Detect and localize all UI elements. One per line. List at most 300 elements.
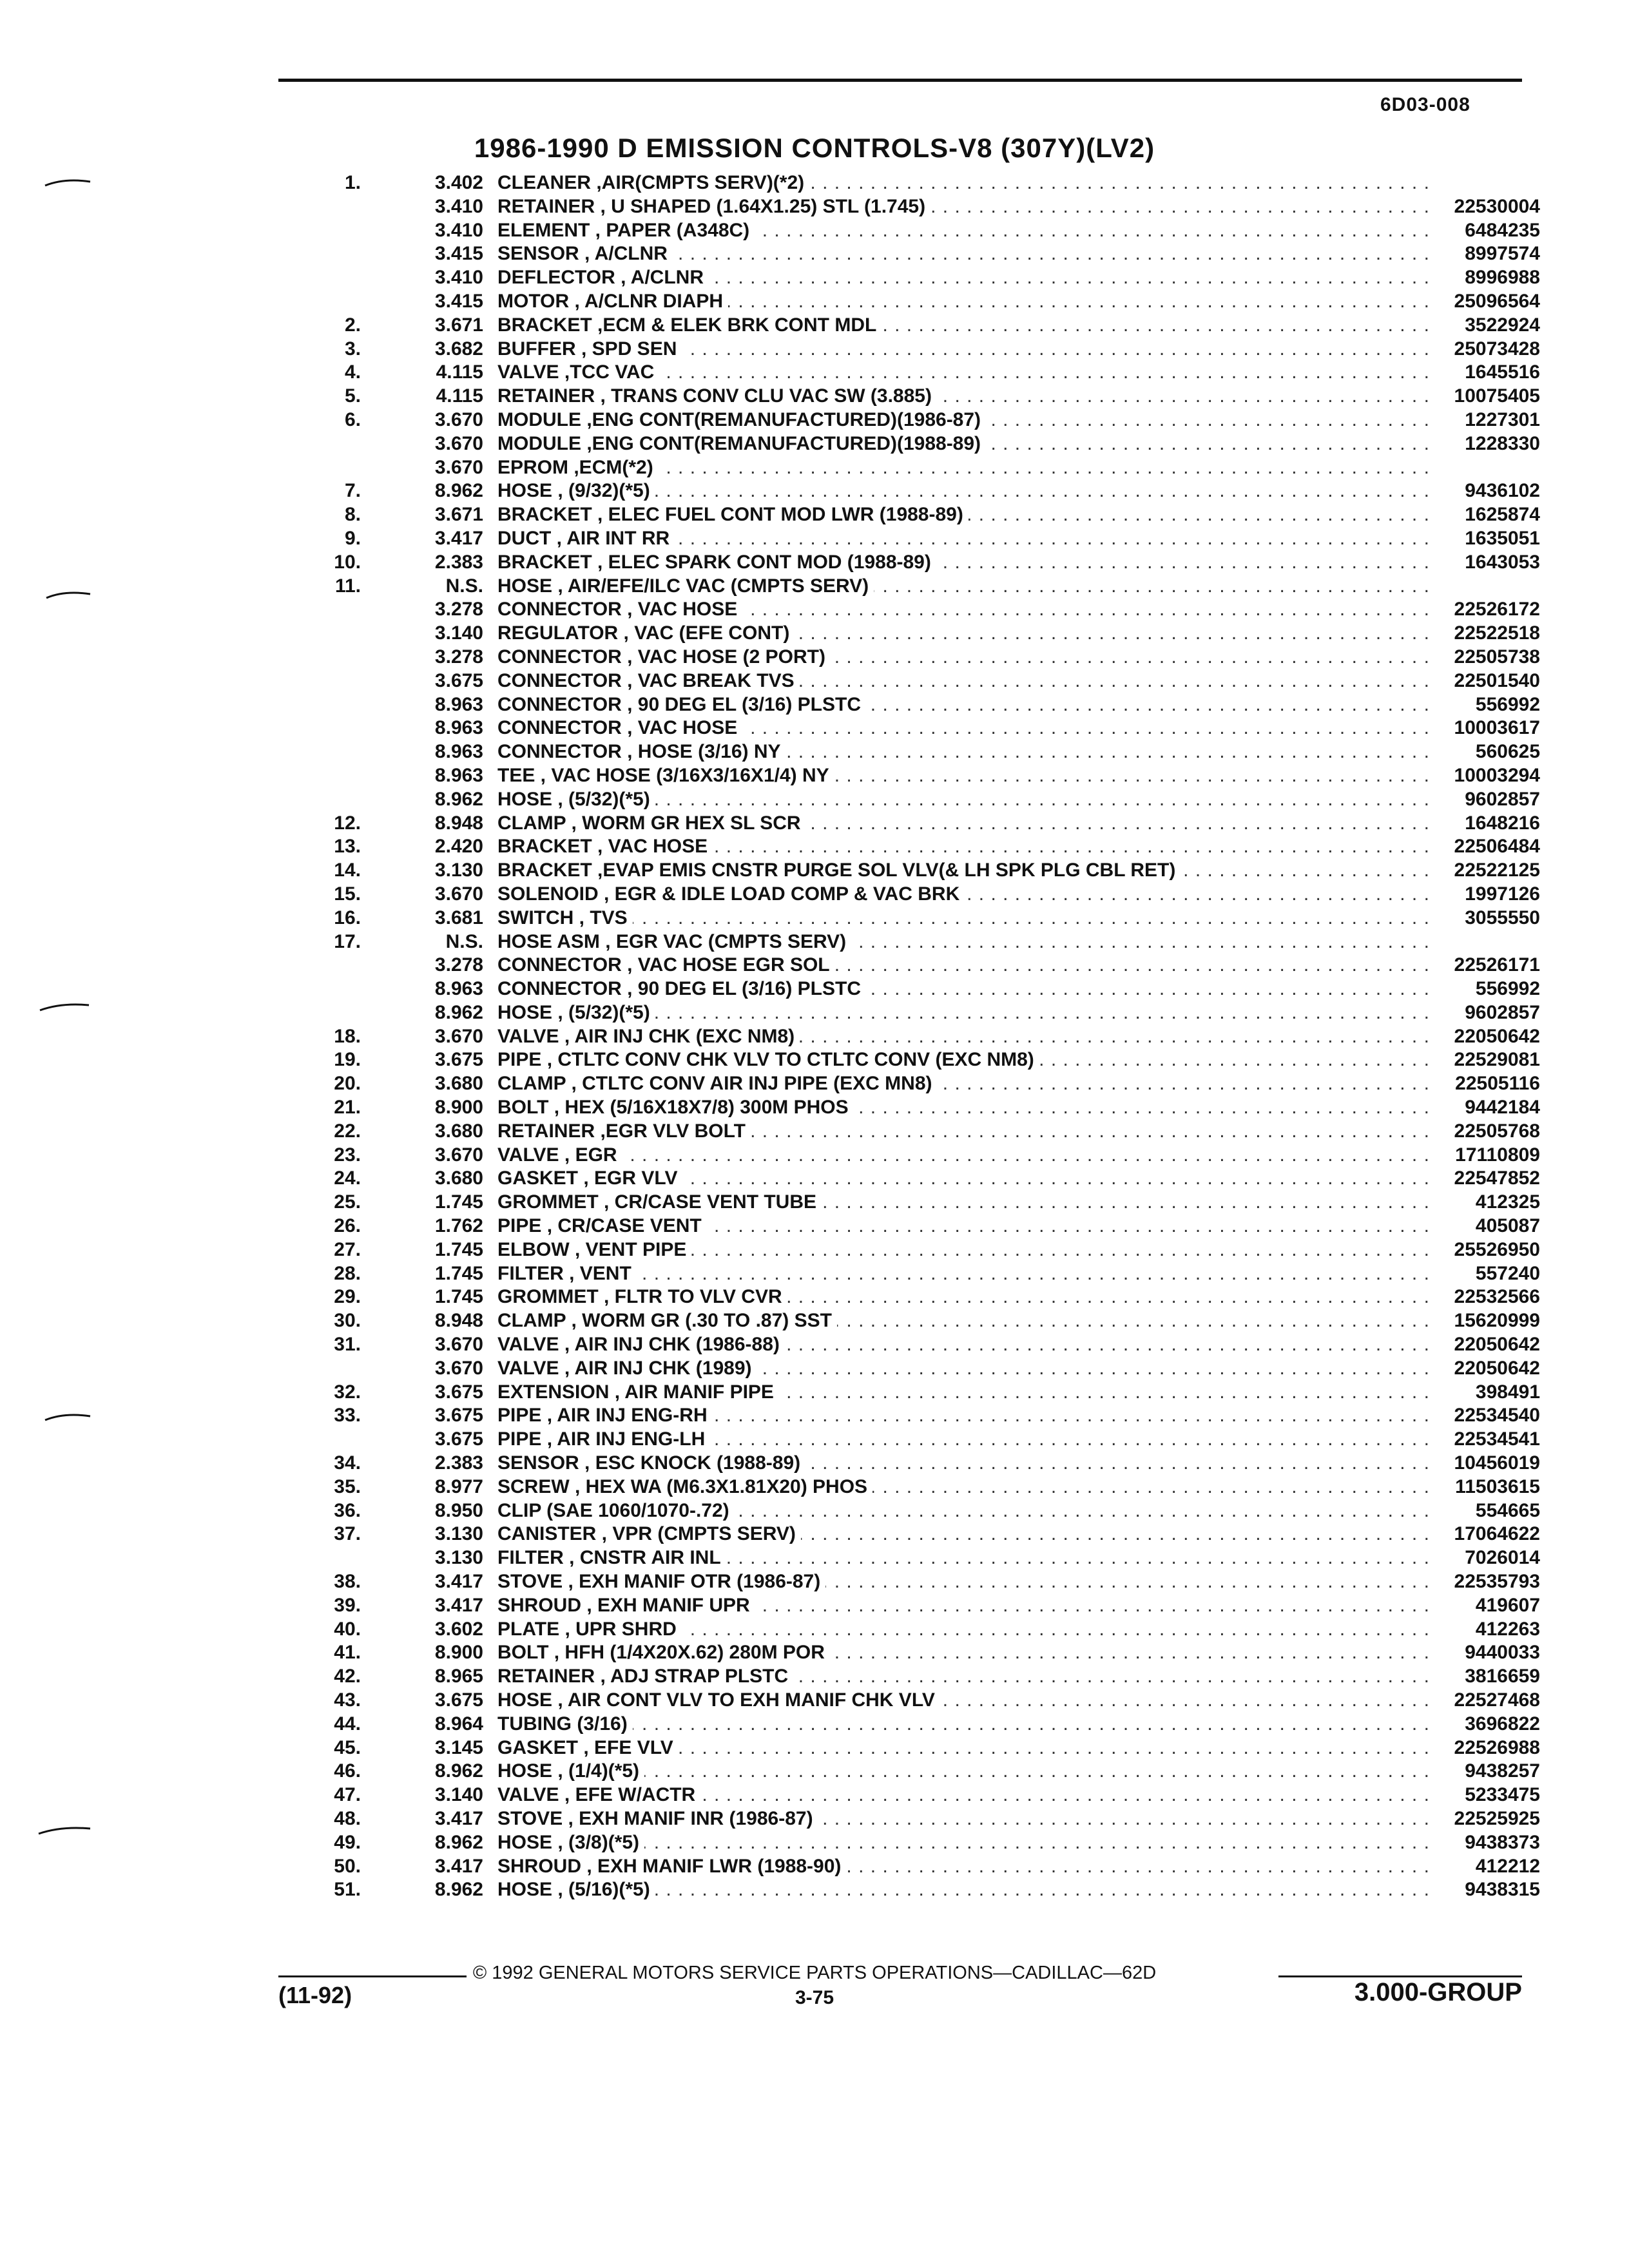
part-number: 9438315 [1465,1879,1540,1901]
group-number: 3.675 [434,1405,483,1427]
table-row [258,1546,1540,1570]
group-number: 3.278 [434,954,483,976]
part-description-text: CONNECTOR , 90 DEG EL (3/16) PLSTC [497,694,866,715]
part-description-text: BOLT , HEX (5/16X18X7/8) 300M PHOS [497,1097,854,1118]
group-number: 3.402 [434,172,483,193]
table-row [258,1048,1540,1072]
group-number: 3.410 [434,195,483,217]
part-description [497,1428,1432,1452]
part-number: 7026014 [1465,1547,1540,1569]
table-row [258,1689,1540,1713]
table-row [258,195,1540,219]
part-description-text: CONNECTOR , VAC HOSE [497,599,742,620]
group-number: 8.962 [434,788,483,810]
group-number: 3.417 [434,1807,483,1829]
part-number: 22050642 [1454,1334,1540,1356]
part-description [497,835,1432,859]
group-number: 4.115 [436,385,483,407]
part-description-text: MODULE ,ENG CONT(REMANUFACTURED)(1988-89) [497,433,986,454]
part-description [497,1333,1432,1357]
part-description [497,266,1432,290]
part-description [497,1831,1432,1855]
part-description [497,1713,1432,1736]
group-number: 1.745 [434,1238,483,1260]
item-number: 4. [344,361,361,383]
part-description-text: VALVE ,TCC VAC [497,361,659,383]
group-number: 3.670 [434,1025,483,1047]
group-number: 8.963 [434,717,483,739]
part-description-text: CONNECTOR , VAC HOSE [497,717,742,738]
footer-page-number: 3-75 [795,1987,834,2008]
table-row [258,1215,1540,1238]
part-description-text: PIPE , AIR INJ ENG-RH [497,1405,713,1426]
group-number: 3.670 [434,1357,483,1379]
part-number: 3055550 [1465,907,1540,928]
group-number: 3.417 [434,1571,483,1593]
part-description-text: CLAMP , WORM GR (.30 TO .87) SST [497,1310,837,1331]
part-description [497,693,1432,717]
part-description [497,1689,1432,1713]
part-description-text: CLAMP , CTLTC CONV AIR INJ PIPE (EXC MN8) [497,1073,938,1094]
page-title: 1986-1990 D EMISSION CONTROLS-V8 (307Y)(LV2) [474,133,1155,163]
table-row [258,835,1540,859]
item-number: 21. [334,1097,361,1119]
part-description [497,1381,1432,1405]
part-number: 3522924 [1465,314,1540,336]
table-row [258,1713,1540,1736]
part-description [497,242,1432,266]
part-description [497,1262,1432,1286]
table-row [258,1475,1540,1499]
table-row [258,812,1540,836]
table-row [258,575,1540,599]
table-row [258,1523,1540,1546]
group-number: 8.900 [434,1097,483,1119]
part-description [497,1641,1432,1665]
part-number: 1648216 [1465,812,1540,834]
part-description-text: GROMMET , FLTR TO VLV CVR [497,1286,787,1307]
part-description [497,1546,1432,1570]
group-number: 3.417 [434,527,483,549]
part-description [497,716,1432,740]
table-row [258,219,1540,243]
part-number: 556992 [1475,978,1540,1000]
part-description [497,1025,1432,1049]
part-number: 9438373 [1465,1831,1540,1853]
table-row [258,788,1540,812]
part-description-text: BRACKET , VAC HOSE [497,836,713,857]
table-row [258,740,1540,764]
item-number: 50. [334,1855,361,1877]
group-number: N.S. [445,930,483,952]
part-description-text: STOVE , EXH MANIF INR (1986-87) [497,1808,818,1829]
part-number: 557240 [1475,1262,1540,1284]
item-number: 12. [334,812,361,834]
item-number: 23. [334,1144,361,1166]
part-number: 15620999 [1454,1310,1540,1332]
part-description [497,1807,1432,1831]
table-row [258,1807,1540,1831]
table-row [258,242,1540,266]
part-description-text: CONNECTOR , VAC HOSE EGR SOL [497,954,835,975]
top-rule [278,79,1522,82]
part-number: 5233475 [1465,1784,1540,1806]
table-row [258,385,1540,408]
part-number: 25096564 [1454,290,1540,312]
item-number: 24. [334,1168,361,1189]
part-description [497,456,1432,480]
part-description-text: CANISTER , VPR (CMPTS SERV) [497,1523,801,1544]
part-description [497,859,1432,883]
part-number: 1635051 [1465,527,1540,549]
part-description [497,646,1432,669]
table-row [258,646,1540,669]
part-description [497,788,1432,812]
part-description [497,1618,1432,1642]
item-number: 29. [334,1286,361,1308]
table-row [258,1428,1540,1452]
table-row [258,1499,1540,1523]
item-number: 39. [334,1594,361,1616]
part-number: 22505738 [1454,646,1540,668]
item-number: 33. [334,1405,361,1427]
part-description-text: RETAINER , U SHAPED (1.64X1.25) STL (1.745) [497,196,930,217]
group-number: 3.130 [434,1547,483,1569]
part-number: 1228330 [1465,432,1540,454]
part-description-text: DUCT , AIR INT RR [497,528,675,549]
group-number: 8.963 [434,978,483,1000]
part-number: 405087 [1475,1215,1540,1237]
part-description-text: HOSE , (3/8)(*5) [497,1832,644,1853]
part-number: 10075405 [1454,385,1540,407]
part-number: 1645516 [1465,361,1540,383]
group-number: 8.963 [434,693,483,715]
group-number: 3.670 [434,456,483,478]
item-number: 43. [334,1689,361,1711]
item-number: 7. [344,480,361,502]
item-number: 36. [334,1499,361,1521]
part-number: 556992 [1475,693,1540,715]
group-number: 3.675 [434,1381,483,1403]
part-description-text: GROMMET , CR/CASE VENT TUBE [497,1191,822,1213]
item-number: 25. [334,1191,361,1213]
part-number: 3696822 [1465,1713,1540,1735]
part-description-text: HOSE , (5/32)(*5) [497,789,655,810]
part-number: 9602857 [1465,788,1540,810]
part-description [497,1760,1432,1783]
part-number: 22505116 [1455,1073,1540,1095]
table-row [258,1618,1540,1642]
part-description [497,1001,1432,1025]
table-row [258,764,1540,788]
part-description-text: BRACKET ,EVAP EMIS CNSTR PURGE SOL VLV(& LH SPK PLG CBL RET) [497,860,1181,881]
part-description [497,1855,1432,1879]
table-row [258,1120,1540,1144]
part-description [497,1309,1432,1333]
table-row [258,1357,1540,1381]
table-row [258,1072,1540,1096]
table-row [258,669,1540,693]
part-number: 22532566 [1454,1286,1540,1308]
table-row [258,503,1540,527]
part-number: 22050642 [1454,1025,1540,1047]
part-description [497,1594,1432,1618]
part-number: 22526988 [1454,1736,1540,1758]
part-number: 22522518 [1454,622,1540,644]
group-number: 3.681 [434,907,483,928]
item-number: 45. [334,1736,361,1758]
part-number: 10003617 [1454,717,1540,739]
footer-group: 3.000-GROUP [1354,1978,1522,2006]
part-description [497,314,1432,338]
part-number: 17064622 [1454,1523,1540,1545]
item-number: 6. [344,408,361,430]
part-description [497,1191,1432,1215]
part-number: 22501540 [1454,669,1540,691]
item-number: 51. [334,1879,361,1901]
part-description [497,1120,1432,1144]
part-number: 22522125 [1454,860,1540,881]
part-description [497,171,1432,195]
item-number: 32. [334,1381,361,1403]
table-row [258,432,1540,456]
item-number: 28. [334,1262,361,1284]
part-number: 554665 [1475,1499,1540,1521]
part-description-text: VALVE , EGR [497,1144,622,1166]
group-number: 3.680 [434,1120,483,1142]
group-number: 3.680 [434,1073,483,1095]
part-description-text: EPROM ,ECM(*2) [497,457,659,478]
part-description [497,432,1432,456]
part-description [497,977,1432,1001]
part-number: 22534541 [1454,1428,1540,1450]
table-row [258,1404,1540,1428]
part-description-text: VALVE , AIR INJ CHK (1989) [497,1358,757,1379]
part-description [497,1072,1432,1096]
group-number: 3.140 [434,1784,483,1806]
part-number: 9438257 [1465,1760,1540,1782]
table-row [258,1760,1540,1783]
part-number: 3816659 [1465,1666,1540,1687]
part-number: 1997126 [1465,883,1540,905]
part-description [497,1570,1432,1594]
part-number: 22547852 [1454,1168,1540,1189]
group-number: 3.130 [434,1523,483,1545]
part-description [497,740,1432,764]
group-number: 8.950 [434,1499,483,1521]
table-row [258,266,1540,290]
part-description [497,551,1432,575]
part-description-text: MOTOR , A/CLNR DIAPH [497,291,728,312]
group-number: 3.675 [434,1428,483,1450]
part-description [497,669,1432,693]
part-description [497,1048,1432,1072]
item-number: 22. [334,1120,361,1142]
part-number: 11503615 [1455,1475,1540,1497]
table-row [258,290,1540,314]
item-number: 3. [344,338,361,360]
table-row [258,1570,1540,1594]
part-description [497,1285,1432,1309]
item-number: 38. [334,1571,361,1593]
part-description [497,195,1432,219]
part-number: 22534540 [1454,1405,1540,1427]
part-description-text: TUBING (3/16) [497,1713,633,1735]
group-number: 4.115 [436,361,483,383]
item-number: 14. [334,860,361,881]
group-number: 3.670 [434,1334,483,1356]
part-description-text: VALVE , AIR INJ CHK (1986-88) [497,1334,785,1355]
table-row [258,1262,1540,1286]
group-number: 8.962 [434,1001,483,1023]
part-description-text: VALVE , EFE W/ACTR [497,1784,700,1805]
item-number: 1. [344,172,361,193]
part-description-text: EXTENSION , AIR MANIF PIPE [497,1381,779,1403]
part-description-text: CONNECTOR , 90 DEG EL (3/16) PLSTC [497,978,866,999]
table-row [258,479,1540,503]
part-description-text: SOLENOID , EGR & IDLE LOAD COMP & VAC BRK [497,883,965,905]
part-description [497,1238,1432,1262]
part-description-text: HOSE , (5/32)(*5) [497,1002,655,1023]
part-description-text: PIPE , AIR INJ ENG-LH [497,1428,710,1450]
part-number: 398491 [1475,1381,1540,1403]
part-description-text: TEE , VAC HOSE (3/16X3/16X1/4) NY [497,765,834,786]
table-row [258,408,1540,432]
table-row [258,171,1540,195]
part-number: 10003294 [1454,764,1540,786]
group-number: 1.745 [434,1262,483,1284]
part-description-text: REGULATOR , VAC (EFE CONT) [497,622,795,644]
part-description-text: HOSE , AIR CONT VLV TO EXH MANIF CHK VLV [497,1689,940,1711]
part-description [497,954,1432,977]
part-description [497,361,1432,385]
item-number: 35. [334,1475,361,1497]
part-description-text: BRACKET ,ECM & ELEK BRK CONT MDL [497,314,882,336]
part-number: 9440033 [1465,1642,1540,1664]
table-row [258,977,1540,1001]
group-number: 2.383 [434,551,483,573]
item-number: 2. [344,314,361,336]
group-number: 3.670 [434,432,483,454]
group-number: 3.410 [434,219,483,241]
part-number: 6484235 [1465,219,1540,241]
part-description [497,1783,1432,1807]
item-number: 16. [334,907,361,928]
group-number: 3.410 [434,267,483,289]
part-description [497,385,1432,408]
part-description-text: SWITCH , TVS [497,907,633,928]
part-description [497,1404,1432,1428]
part-description [497,907,1432,930]
table-row [258,1096,1540,1120]
group-number: 8.948 [434,1310,483,1332]
part-description-text: FILTER , CNSTR AIR INL [497,1547,726,1568]
parts-list [258,171,1540,1902]
part-description-text: SENSOR , ESC KNOCK (1988-89) [497,1452,805,1474]
part-description-text: HOSE ASM , EGR VAC (CMPTS SERV) [497,931,851,952]
part-number: 9602857 [1465,1001,1540,1023]
table-row [258,859,1540,883]
item-number: 44. [334,1713,361,1735]
item-number: 5. [344,385,361,407]
item-number: 17. [334,930,361,952]
part-number: 419607 [1475,1594,1540,1616]
group-number: 3.670 [434,1144,483,1166]
part-description-text: RETAINER , ADJ STRAP PLSTC [497,1666,793,1687]
group-number: 8.962 [434,480,483,502]
item-number: 15. [334,883,361,905]
part-description [497,1499,1432,1523]
item-number: 26. [334,1215,361,1237]
item-number: 11. [334,575,361,597]
table-row [258,1025,1540,1049]
group-number: 3.415 [434,243,483,265]
item-number: 18. [334,1025,361,1047]
part-number: 9436102 [1465,480,1540,502]
part-description [497,527,1432,551]
part-description [497,338,1432,361]
item-number: 37. [334,1523,361,1545]
part-description [497,1167,1432,1191]
item-number: 46. [334,1760,361,1782]
part-description [497,1452,1432,1475]
part-description [497,622,1432,646]
part-description [497,290,1432,314]
group-number: 3.670 [434,883,483,905]
part-description-text: PIPE , CTLTC CONV CHK VLV TO CTLTC CONV (EXC NM8) [497,1049,1039,1070]
part-number: 1227301 [1465,408,1540,430]
group-number: 3.140 [434,622,483,644]
part-number: 412212 [1475,1855,1540,1877]
part-number: 22529081 [1454,1049,1540,1071]
group-number: 3.130 [434,860,483,881]
part-number: 8996988 [1465,267,1540,289]
part-number: 22050642 [1454,1357,1540,1379]
part-number: 22530004 [1454,195,1540,217]
group-number: 3.682 [434,338,483,360]
table-row [258,883,1540,907]
table-row [258,1333,1540,1357]
part-description [497,503,1432,527]
part-description [497,1144,1432,1168]
group-number: 3.671 [434,314,483,336]
part-description [497,812,1432,836]
part-description [497,1665,1432,1689]
item-number: 40. [334,1618,361,1640]
part-number: 22526171 [1454,954,1540,976]
part-number: 22525925 [1454,1807,1540,1829]
item-number: 8. [344,504,361,526]
table-row [258,693,1540,717]
table-row [258,1238,1540,1262]
part-description [497,1096,1432,1120]
part-description-text: CONNECTOR , VAC HOSE (2 PORT) [497,646,831,668]
item-number: 30. [334,1310,361,1332]
table-row [258,338,1540,361]
scan-margin-marks [0,0,155,2268]
part-description [497,764,1432,788]
part-description-text: SENSOR , A/CLNR [497,243,673,264]
part-description [497,1736,1432,1760]
group-number: 3.671 [434,504,483,526]
part-description [497,1475,1432,1499]
part-description [497,1215,1432,1238]
part-description-text: GASKET , EGR VLV [497,1168,682,1189]
part-description-text: DEFLECTOR , A/CLNR [497,267,709,288]
table-row [258,1381,1540,1405]
group-number: 3.670 [434,408,483,430]
part-description-text: MODULE ,ENG CONT(REMANUFACTURED)(1986-87) [497,409,986,430]
